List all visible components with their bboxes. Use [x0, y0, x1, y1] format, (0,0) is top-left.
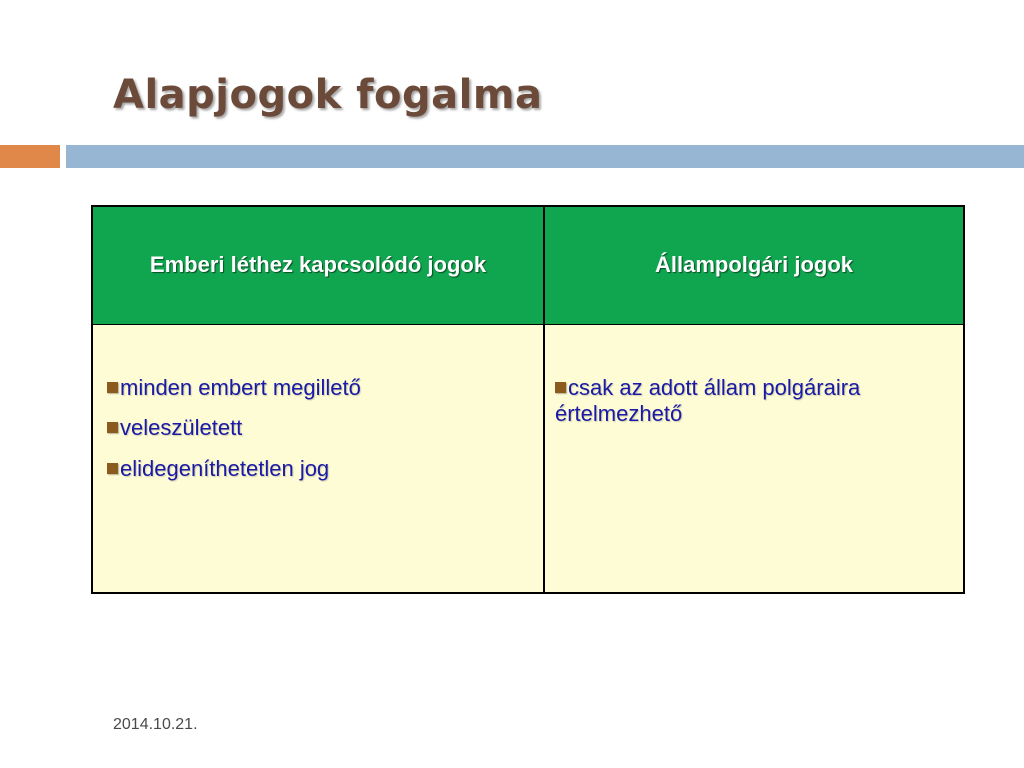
square-bullet-icon [107, 422, 118, 433]
list-item-text: minden embert megillető [120, 375, 361, 400]
slide-title: Alapjogok fogalma [113, 72, 543, 118]
list-item-text: csak az adott állam polgáraira értelmezhető [555, 375, 861, 427]
table-cell-human-rights [93, 325, 545, 592]
table-header-citizen-rights [545, 207, 963, 325]
table-header-label: Állampolgári jogok [654, 252, 854, 278]
accent-bar-orange [0, 145, 60, 168]
list-item [107, 456, 543, 482]
square-bullet-icon [107, 463, 118, 474]
square-bullet-icon [555, 382, 566, 393]
table-cell-citizen-rights [545, 325, 963, 592]
table-header-label: Emberi léthez kapcsolódó jogok [149, 252, 487, 278]
slide-date: 2014.10.21. [113, 716, 198, 733]
list-item-text: elidegeníthetetlen jog [120, 455, 330, 481]
square-bullet-icon [107, 382, 118, 393]
comparison-table [91, 205, 965, 594]
list-item [555, 375, 955, 428]
list-item [107, 415, 543, 441]
table-header-human-rights [93, 207, 545, 325]
list-item-text: veleszületett [120, 415, 243, 441]
accent-bar-blue [66, 145, 1024, 168]
list-item [107, 375, 543, 401]
